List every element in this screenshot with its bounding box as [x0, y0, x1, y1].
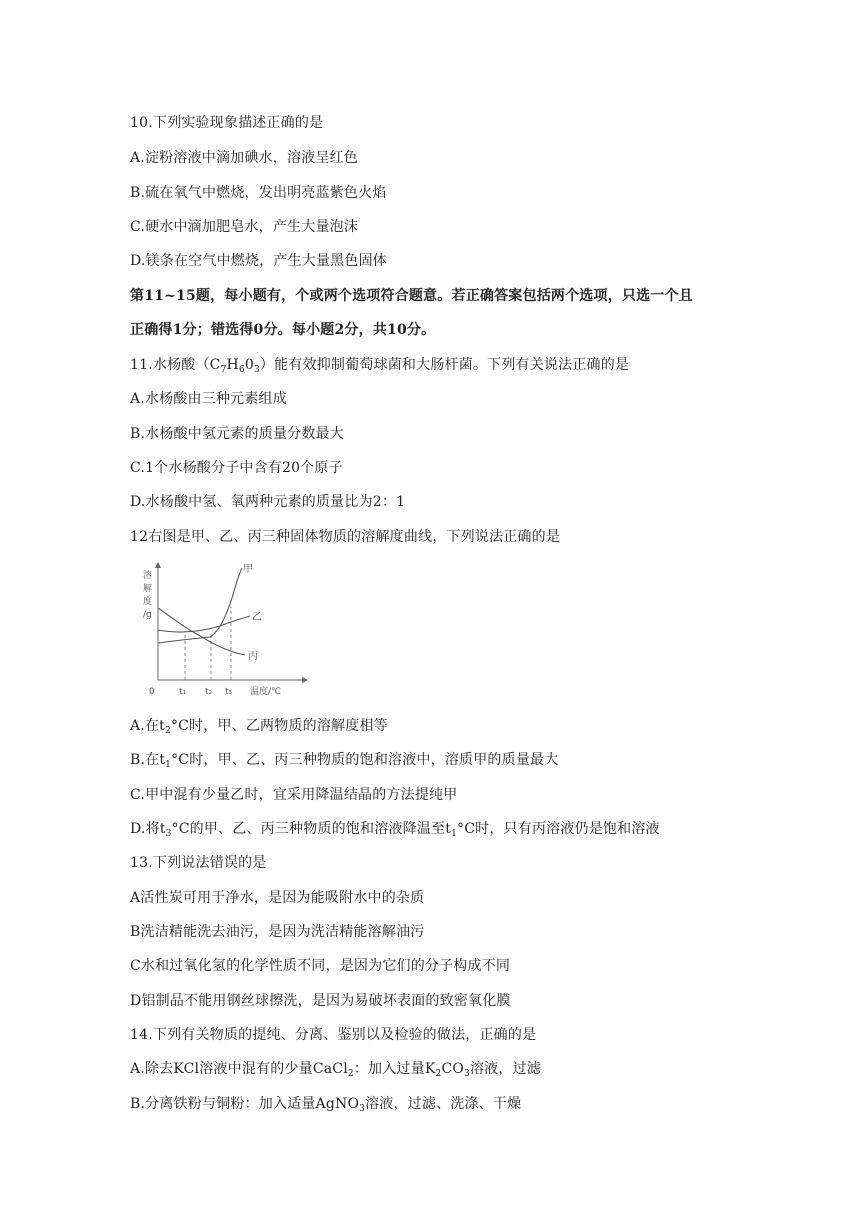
q10-stem: 10.下列实验现象描述正确的是 [130, 115, 324, 131]
q12-stem: 12右图是甲、乙、丙三种固体物质的溶解度曲线，下列说法正确的是 [130, 529, 561, 545]
section-instructions-line2: 正确得1分；错选得0分。每小题2分，共10分。 [130, 322, 436, 338]
q12-option-a: A.在$t_2^\circ C$时，甲、乙两物质的溶解度相等 [130, 718, 388, 736]
y-label-char-3: 度 [143, 597, 153, 607]
solubility-chart [140, 558, 310, 698]
x-axis-arrow [302, 677, 308, 683]
section-instructions-line1: 第11~15题，每小题有，个或两个选项符合题意。若正确答案包括两个选项，只选一个且 [130, 288, 693, 304]
q13-option-b: B洗洁精能洗去油污，是因为洗洁精能溶解油污 [130, 924, 425, 940]
q14-option-b: B.分离铁粉与铜粉：加入适量AgNO$_3$溶液，过滤、洗涤、干燥 [130, 1096, 522, 1114]
y-label-char-2: 解 [143, 584, 153, 594]
q12-option-b: B.在$t_1^\circ C$时，甲、乙、丙三种物质的饱和溶液中，溶质甲的质量最大 [130, 752, 559, 770]
q14-option-a: A.除去KCl溶液中混有的少量CaCl$_2$：加入过量$K_2CO_3$溶液，过滤 [130, 1061, 541, 1079]
tick-label-t3: t₃ [225, 687, 233, 697]
q10-option-c: C.硬水中滴加肥皂水，产生大量泡沫 [130, 219, 359, 235]
q11-option-b: B.水杨酸中氢元素的质量分数最大 [130, 426, 344, 442]
q14-stem: 14.下列有关物质的提纯、分离、鉴别以及检验的做法，正确的是 [130, 1027, 537, 1043]
x-axis-label: 温度/℃ [250, 687, 282, 697]
q13-option-d: D铝制品不能用钢丝球擦洗，是因为易破坏表面的致密氧化膜 [130, 993, 511, 1009]
series-bing-label: 丙 [248, 651, 258, 662]
q10-option-a: A.淀粉溶液中滴加碘水，溶液呈红色 [130, 150, 358, 166]
series-yi-label: 乙 [252, 612, 262, 623]
q10-option-d: D.镁条在空气中燃烧，产生大量黑色固体 [130, 253, 387, 269]
q10-option-b: B.硫在氧气中燃烧，发出明亮蓝紫色火焰 [130, 185, 387, 201]
q13-option-a: A活性炭可用于净水，是因为能吸附水中的杂质 [130, 890, 425, 906]
q11-option-d: D.水杨酸中氢、氧两种元素的质量比为2：1 [130, 494, 406, 510]
tick-label-t2: t₂ [205, 687, 213, 697]
y-axis-arrow [155, 562, 161, 568]
q11-option-a: A.水杨酸由三种元素组成 [130, 391, 287, 407]
y-axis-label [143, 569, 152, 620]
y-label-char-1: 溶 [143, 571, 153, 581]
q12-option-c: C.甲中混有少量乙时，宜采用降温结晶的方法提纯甲 [130, 787, 458, 803]
q12-option-d: D.将$t_3^\circ C$的甲、乙、丙三种物质的饱和溶液降温至$t_1^\circ C$时，只有丙溶液仍是饱和溶液 [130, 821, 660, 839]
tick-label-t1: t₁ [179, 687, 187, 697]
q11-stem: 11.水杨酸$(C_7H_60_3)$能有效抑制葡萄球菌和大肠杆菌。下列有关说法正确的是 [130, 357, 630, 375]
y-label-char-4: /g [143, 610, 152, 620]
series-jia-label: 甲 [243, 564, 253, 575]
q13-option-c: C水和过氧化氢的化学性质不同，是因为它们的分子构成不同 [130, 958, 511, 974]
origin-label: 0 [149, 687, 155, 697]
q11-option-c: C.1个水杨酸分子中含有20个原子 [130, 460, 343, 476]
q13-stem: 13.下列说法错误的是 [130, 855, 267, 871]
